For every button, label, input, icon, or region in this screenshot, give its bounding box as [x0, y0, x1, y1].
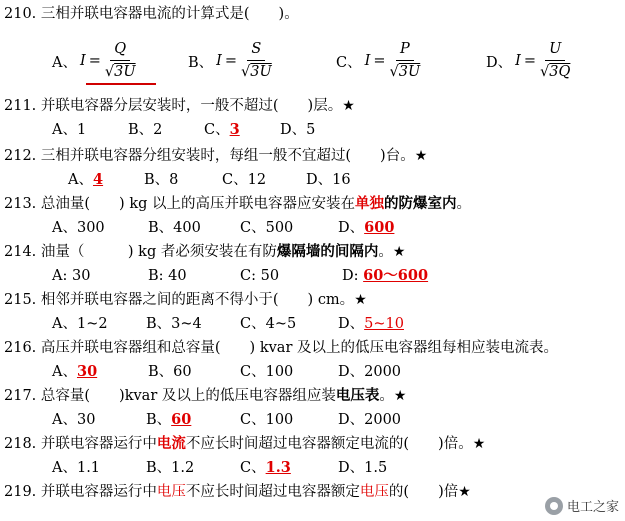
question-217 [4, 386, 406, 406]
option-c: C、500 [240, 220, 294, 236]
option-d [338, 218, 394, 238]
highlight-text: 单独 [355, 195, 384, 212]
formula-var: I [216, 53, 222, 69]
answer-value: 60～600 [363, 267, 429, 284]
formula-eq: = [523, 53, 537, 69]
answer-value: 5~10 [364, 316, 404, 332]
fraction [105, 40, 136, 82]
question-text: 214. 油量（ ) kg 者必须安装在有防 [4, 244, 277, 260]
star-icon: ★ [393, 388, 407, 404]
option-d [338, 314, 404, 334]
option-label: D: [342, 268, 364, 284]
highlight-text: 电压 [156, 484, 186, 500]
option-c: C、4~5 [240, 316, 297, 332]
fraction-den: √3U [241, 64, 272, 80]
formula-var: I [364, 53, 371, 69]
option-c: C、100 [240, 412, 294, 428]
q210-option-c [336, 36, 420, 86]
fraction-den-value: 3U [114, 64, 136, 80]
option-b: B、2 [128, 122, 163, 138]
option-label: B、 [146, 412, 172, 428]
answer-value: 60 [171, 411, 192, 428]
question-215 [4, 290, 367, 310]
wechat-icon [545, 497, 563, 515]
star-icon: ★ [342, 98, 355, 114]
answer-value: 1.3 [265, 459, 291, 476]
formula-eq: = [224, 53, 238, 69]
question-214 [4, 242, 405, 262]
option-label: C、 [204, 122, 230, 138]
highlight-text: 电流 [156, 435, 186, 452]
option-a [68, 170, 103, 190]
question-216: 216. 高压并联电容器组和总容量( ) kvar 及以上的低压电容器组每相应装电流表。 [4, 340, 558, 356]
option-label: B、 [188, 54, 214, 71]
option-c: C: 50 [240, 268, 280, 284]
punctuation: 。 [379, 388, 394, 404]
fraction-num: S [247, 40, 265, 61]
question-text-end: 的( )倍 [388, 484, 459, 500]
option-b: B、400 [148, 220, 201, 236]
option-b [146, 410, 191, 430]
question-text: 215. 相邻并联电容器之间的距离不得小于( ) cm。 [4, 292, 355, 308]
question-text-mid: 不应长时间超过电容器额定 [185, 484, 360, 500]
answer-value: 4 [92, 171, 104, 188]
option-a [52, 362, 97, 382]
option-b: B、1.2 [146, 460, 195, 476]
option-label: A、 [52, 364, 77, 380]
fraction-den: √3U [389, 64, 421, 80]
bold-text: 的防爆室内 [384, 195, 457, 212]
watermark [545, 496, 619, 515]
question-218 [4, 434, 485, 454]
answer-value: 3 [229, 121, 240, 138]
star-icon: ★ [414, 148, 428, 164]
question-text-end: 不应长时间超过电容器额定电流的( )倍。 [185, 436, 473, 452]
question-text: 217. 总容量( )kvar 及以上的低压电容器组应装 [4, 388, 336, 404]
question-210: 210. 三相并联电容器电流的计算式是( )。 [4, 6, 299, 22]
underline-mark [86, 83, 156, 85]
formula-eq: = [373, 53, 386, 69]
option-b: B、60 [148, 364, 192, 380]
option-a: A、1 [52, 122, 87, 138]
star-icon: ★ [458, 484, 471, 500]
bold-text: 电压表 [335, 387, 380, 404]
fraction-num: P [396, 40, 414, 61]
fraction-num: Q [110, 40, 130, 61]
option-d: D、2000 [338, 364, 402, 380]
question-text: 211. 并联电容器分层安装时，一般不超过( )层。 [4, 98, 343, 114]
option-a: A: 30 [52, 268, 91, 284]
question-213 [4, 194, 471, 214]
option-a: A、30 [52, 412, 96, 428]
question-211 [4, 96, 355, 116]
answer-value: 600 [364, 219, 395, 236]
option-d: D、16 [306, 172, 351, 188]
fraction-den-value: 3U [398, 64, 421, 80]
formula-var: I [79, 53, 86, 69]
option-d: D、5 [280, 122, 316, 138]
question-text: 212. 三相并联电容器分组安装时，每组一般不宜超过( )台。 [4, 148, 415, 164]
option-label: C、 [240, 460, 266, 476]
fraction [241, 40, 272, 82]
option-c: C、12 [222, 172, 267, 188]
formula-var: I [515, 53, 521, 69]
star-icon: ★ [392, 244, 406, 260]
question-219 [4, 482, 471, 502]
watermark-text: 电工之家 [566, 500, 619, 515]
q210-option-b [188, 36, 272, 86]
option-label: D、 [338, 316, 365, 332]
q210-option-d [486, 36, 570, 86]
fraction-num: U [545, 40, 565, 61]
fraction [540, 40, 570, 82]
option-label: D、 [486, 54, 513, 71]
option-a: A、300 [52, 220, 105, 236]
option-c: C、100 [240, 364, 294, 380]
option-label: A、 [68, 172, 93, 188]
option-b: B、3~4 [146, 316, 202, 332]
question-212 [4, 146, 427, 166]
star-icon: ★ [472, 436, 486, 452]
option-c [204, 120, 240, 140]
option-c [240, 458, 291, 478]
punctuation: 。 [378, 244, 393, 260]
question-text: 218. 并联电容器运行中 [4, 436, 157, 452]
option-label: D、 [338, 220, 365, 236]
formula-eq: = [88, 53, 101, 69]
fraction-den: √3U [104, 64, 136, 80]
option-d [342, 266, 428, 286]
fraction-den: √3Q [540, 64, 571, 80]
question-text: 213. 总油量( ) kg 以上的高压并联电容器应安装在 [4, 196, 355, 212]
question-text: 219. 并联电容器运行中 [4, 484, 157, 500]
fraction-den-value: 3Q [549, 64, 571, 80]
answer-value: 30 [76, 363, 98, 380]
option-label: A、 [52, 54, 77, 71]
option-b: B: 40 [148, 268, 187, 284]
punctuation: 。 [456, 196, 471, 212]
option-d: D、1.5 [338, 460, 388, 476]
option-a: A、1~2 [52, 316, 108, 332]
option-b: B、8 [144, 172, 179, 188]
fraction [390, 40, 421, 82]
option-d: D、2000 [338, 412, 402, 428]
highlight-text: 电压 [359, 484, 389, 500]
option-label: C、 [336, 54, 362, 71]
star-icon: ★ [354, 292, 367, 308]
q210-option-a [52, 36, 136, 86]
fraction-den-value: 3U [250, 64, 272, 80]
bold-text: 爆隔墙的间隔内 [276, 243, 379, 260]
option-a: A、1.1 [52, 460, 101, 476]
